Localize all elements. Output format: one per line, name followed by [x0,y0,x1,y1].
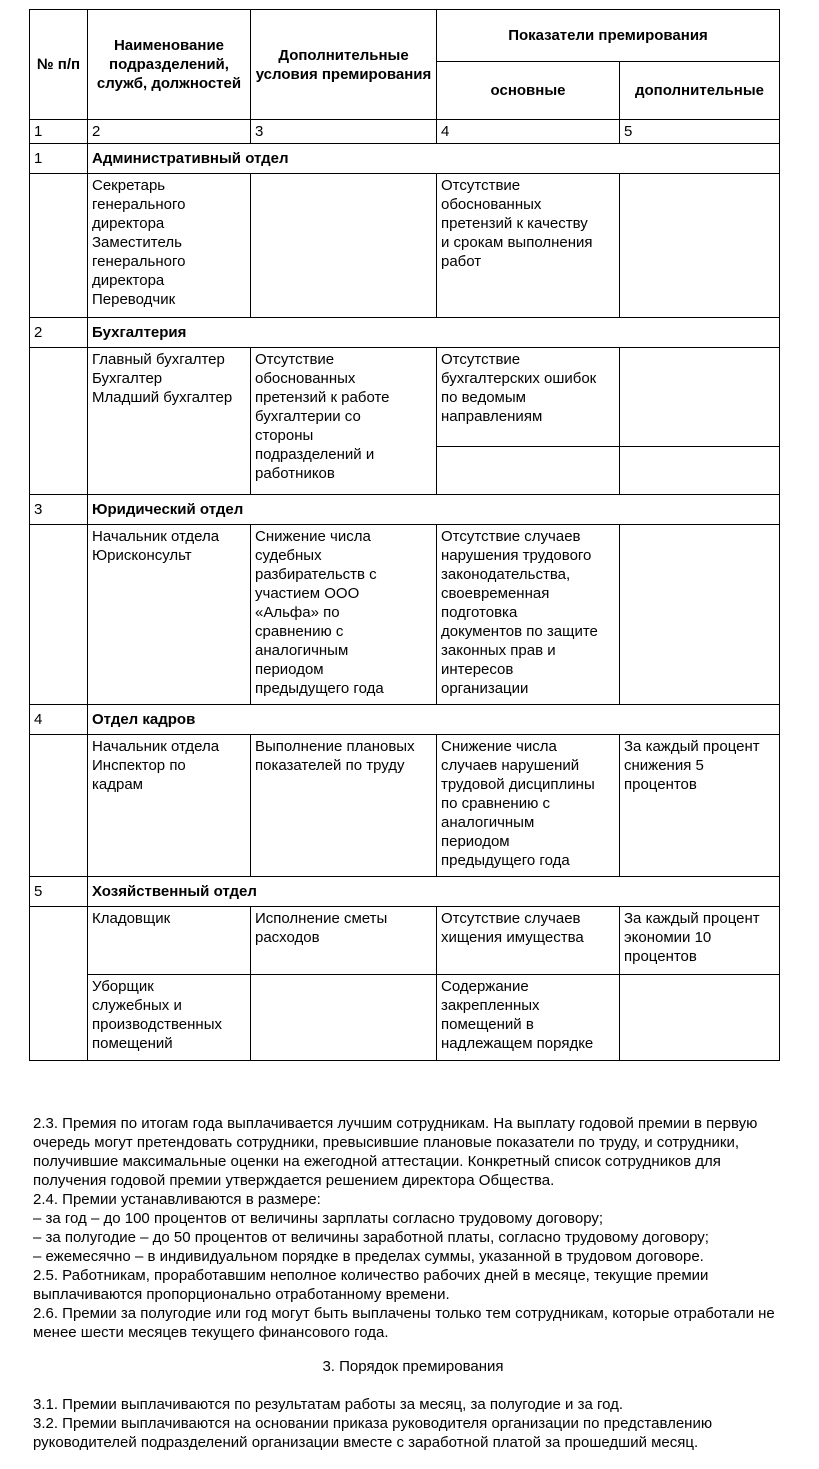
header-basic: основные [437,62,620,120]
extra-conditions [251,975,437,1061]
position-names: Главный бухгалтер Бухгалтер Младший бухгалтер [88,348,251,495]
position-names: Уборщик служебных и производственных помещений [88,975,251,1061]
section-title: Административный отдел [88,144,780,174]
list-item: – ежемесячно – в индивидуальном порядке в пределах суммы, указанной в трудовом договоре. [33,1248,704,1265]
position-names: Начальник отдела Инспектор по кадрам [88,735,251,877]
section-num: 3 [30,495,88,525]
section-row [30,144,780,174]
paragraph-2-4: 2.4. Премии устанавливаются в размере: [33,1191,321,1208]
position-names: Начальник отдела Юрисконсульт [88,525,251,705]
table-row [30,907,780,975]
header-indicators: Показатели премирования [437,10,780,62]
position-names: Кладовщик [88,907,251,975]
colnum-2: 2 [88,120,251,144]
additional-indicators [620,348,780,447]
header-extra: Дополнительные условия премирования [251,10,437,120]
paragraph-2-5: 2.5. Работникам, проработавшим неполное количество рабочих дней в месяце, текущие премии выплачиваются пропорционально отработанному времени. [33,1267,709,1303]
additional-indicators [620,525,780,705]
colnum-5: 5 [620,120,780,144]
colnum-4: 4 [437,120,620,144]
section-title: Отдел кадров [88,705,780,735]
additional-indicators: За каждый процент снижения 5 процентов [620,735,780,877]
header-additional: дополнительные [620,62,780,120]
column-numbers-row [30,120,780,144]
basic-indicators: Содержание закрепленных помещений в надлежащем порядке [437,975,620,1061]
additional-indicators: За каждый процент экономии 10 процентов [620,907,780,975]
section-title: Юридический отдел [88,495,780,525]
paragraph-3-2: 3.2. Премии выплачиваются на основании приказа руководителя организации по представлению руководителей подразделений организации вместе с заработной платой за прошедший месяц. [33,1415,713,1451]
section-3-title: 3. Порядок премирования [322,1358,504,1375]
colnum-3: 3 [251,120,437,144]
paragraph-2-3: 2.3. Премия по итогам года выплачивается лучшим сотрудникам. На выплату годовой премии в первую очередь могут претендовать сотрудники, превысившие плановые показатели по труду, и сотрудники, получившие максимальные оценки на ежегодной аттестации. Конкретный список сотрудников для получения годовой премии утверждается решением директора Общества. [33,1115,758,1189]
basic-indicators: Отсутствие случаев хищения имущества [437,907,620,975]
bonus-table [29,9,780,1061]
extra-conditions: Отсутствие обоснованных претензий к работе бухгалтерии со стороны подразделений и работников [251,348,437,495]
section-row [30,877,780,907]
extra-conditions: Исполнение сметы расходов [251,907,437,975]
section-num: 5 [30,877,88,907]
table-row [30,174,780,318]
section-num: 2 [30,318,88,348]
paragraph-2-6: 2.6. Премии за полугодие или год могут быть выплачены только тем сотрудникам, которые отработали не менее шести месяцев текущего финансового года. [33,1305,775,1341]
colnum-1: 1 [30,120,88,144]
extra-conditions: Выполнение плановых показателей по труду [251,735,437,877]
section-row [30,318,780,348]
header-num: № п/п [30,10,88,120]
table-row [30,975,780,1061]
table-row [30,525,780,705]
section-title: Хозяйственный отдел [88,877,780,907]
extra-conditions [251,174,437,318]
paragraph-3-1: 3.1. Премии выплачиваются по результатам работы за месяц, за полугодие и за год. [33,1396,624,1413]
table-row [30,735,780,877]
table-row [30,348,780,447]
position-names: Секретарь генерального директора Заместитель генерального директора Переводчик [88,174,251,318]
section-row [30,705,780,735]
basic-indicators: Отсутствие бухгалтерских ошибок по ведомым направлениям [437,348,620,447]
basic-indicators: Отсутствие случаев нарушения трудового законодательства, своевременная подготовка документов по защите законных прав и интересов организации [437,525,620,705]
additional-indicators [620,174,780,318]
list-item: – за год – до 100 процентов от величины зарплаты согласно трудовому договору; [33,1210,604,1227]
text-block-1 [33,1114,793,1342]
section-num: 1 [30,144,88,174]
additional-indicators [620,975,780,1061]
section-row [30,495,780,525]
header-name: Наименование подразделений, служб, должностей [88,10,251,120]
section-title: Бухгалтерия [88,318,780,348]
list-item: – за полугодие – до 50 процентов от величины заработной платы, согласно трудовому договору; [33,1229,709,1246]
text-block-2 [33,1395,793,1452]
section-num: 4 [30,705,88,735]
extra-conditions: Снижение числа судебных разбирательств с участием ООО «Альфа» по сравнению с аналогичным периодом предыдущего года [251,525,437,705]
basic-indicators: Отсутствие обоснованных претензий к качеству и срокам выполнения работ [437,174,620,318]
basic-indicators: Снижение числа случаев нарушений трудовой дисциплины по сравнению с аналогичным периодом предыдущего года [437,735,620,877]
